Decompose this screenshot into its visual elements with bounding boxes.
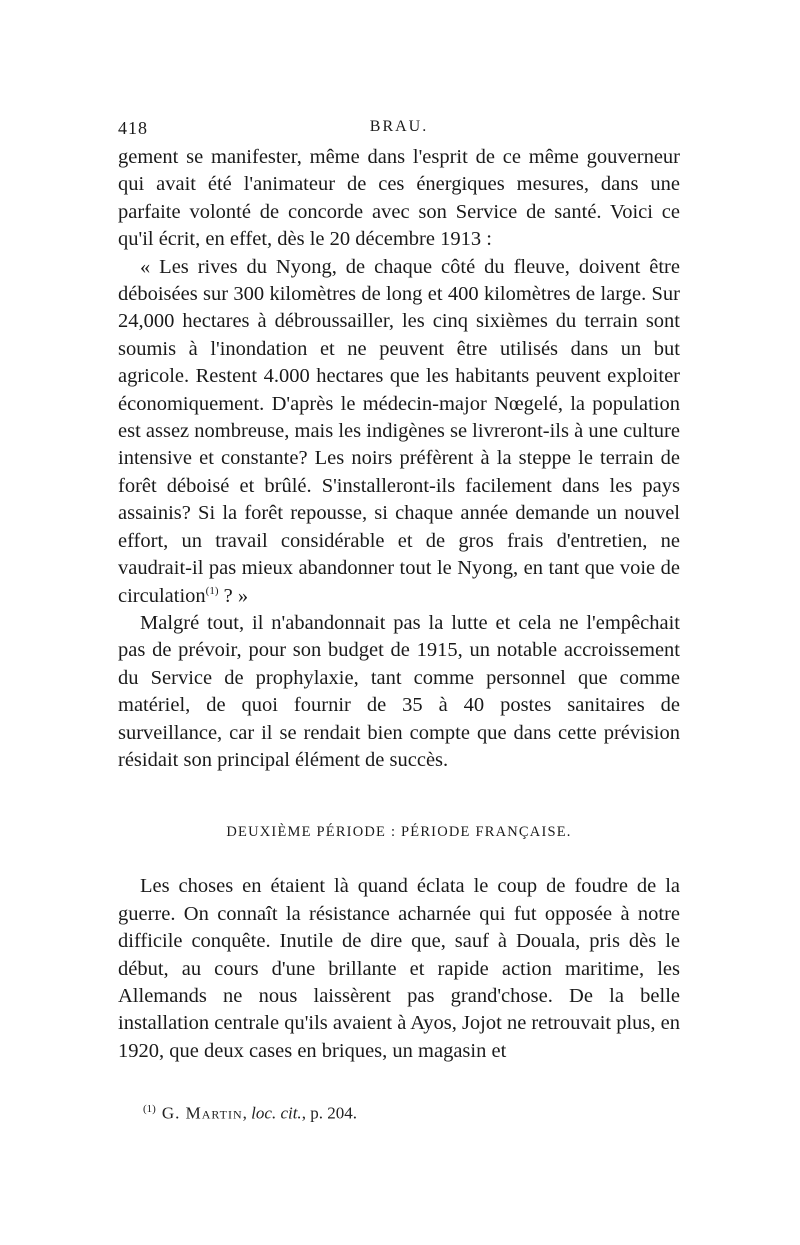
paragraph-2-quote <box>118 254 680 610</box>
footnote-page: p. 204. <box>310 1103 357 1123</box>
footnote-citation: loc. cit. <box>251 1103 302 1123</box>
section-heading: DEUXIÈME PÉRIODE : PÉRIODE FRANÇAISE. <box>226 824 572 841</box>
footnote-marker: (1) <box>143 1103 156 1115</box>
running-head <box>118 108 680 144</box>
paragraph-1: gement se manifester, même dans l'esprit de ce même gouverneur qui avait été l'animateur de ces énergiques mesures, dans une parfaite volonté de concorde avec son Service de santé. Voici ce qu'il écrit, en effet, dès le 20 décembre 1913 : <box>118 146 680 251</box>
paragraph-4: Les choses en étaient là quand éclata le coup de foudre de la guerre. On connaît la résistance acharnée qui fut opposée à notre difficile conquête. Inutile de dire que, sauf à Douala, pris dès le début, au cours d'une brillante et rapide action maritime, les Allemands ne nous laissèrent pas grand'chose. De la belle installation centrale qu'ils avaient à Ayos, Jojot ne retrouvait plus, en 1920, que deux cases en briques, un magasin et <box>118 875 681 1062</box>
footnote-reference[interactable]: (1) <box>205 584 219 597</box>
paragraph-3: Malgré tout, il n'abandonnait pas la lutte et cela ne l'empêchait pas de prévoir, pour son budget de 1915, un notable accroissement du Service de prophylaxie, tant comme personnel que comme matériel, de quoi fournir de 35 à 40 postes sanitaires de surveillance, car il se rendait bien compte que dans cette prévision résidait son principal élément de succès. <box>118 611 680 771</box>
footnote: $^{(1)}$ G. Martin, loc. cit., p. 204. <box>143 1103 357 1123</box>
running-title: BRAU. <box>369 118 429 135</box>
page-number: 418 <box>118 118 148 138</box>
page <box>118 108 680 1065</box>
quote-text: « Les rives du Nyong, de chaque côté du fleuve, doivent être déboisées sur 300 kilomètres de long et 400 kilomètres de large. Sur 24,000 hectares à débroussailler, les cinq sixièmes du terrain sont soumis à l'inondation et ne peuvent être utilisés dans un but agricole. Restent 4.000 hectares que les habitants peuvent exploiter économiquement. D'après le médecin-major Nœgelé, la population est assez nombreuse, mais les indigènes se livreront-ils à une culture intensive et constante? Les noirs préfèrent à la steppe le terrain de forêt déboisé et brûlé. S'installeront-ils facilement dans les pays assainis? Si la forêt repousse, si chaque année demande un nouvel effort, un travail considérable et de gros frais d'entretien, ne vaudrait-il pas mieux abandonner tout le Nyong, en tant que voie de circulation <box>118 255 680 607</box>
footnote-author: G. Martin <box>161 1103 243 1123</box>
quote-end: ? » <box>218 584 249 607</box>
